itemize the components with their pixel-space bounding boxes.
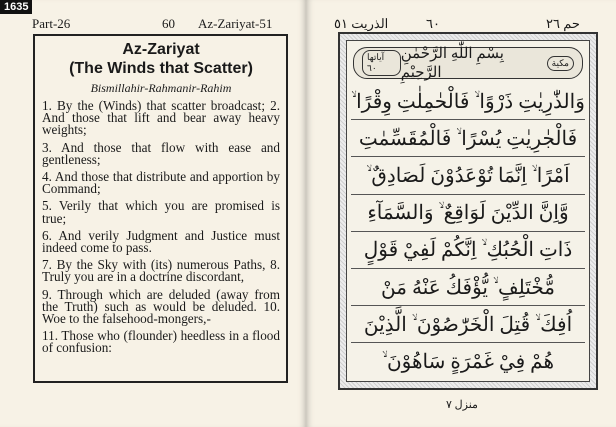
arabic-text-frame bbox=[338, 32, 598, 390]
verse-paragraph: 7. By the Sky with (its) numerous Paths, 8. Truly you are in a doctrine discordant, bbox=[42, 257, 280, 285]
verse-list bbox=[42, 100, 280, 355]
verse-paragraph: 6. And verily Judgment and Justice must indeed come to pass. bbox=[42, 227, 280, 256]
translation-frame bbox=[33, 34, 288, 383]
part-label: Part-26 bbox=[32, 16, 71, 31]
verse-paragraph: 11. Those who (flounder) heedless in a flood of confusion: bbox=[42, 328, 280, 356]
verse-paragraph: 1. By the (Winds) that scatter broadcast; 2. And those that lift and bear away heavy weights; bbox=[42, 98, 280, 138]
right-page bbox=[306, 0, 616, 427]
surah-subtitle: (The Winds that Scatter) bbox=[69, 60, 253, 77]
bismillah-arabic: بِسْمِ اللّٰهِ الرَّحْمٰنِ الرَّحِيْمِ bbox=[400, 46, 504, 81]
page-counter-badge: 1635 bbox=[0, 0, 32, 14]
arabic-line: مُّخْتَلِفٍ ۙ يُّؤْفَكُ عَنْهُ مَنْ bbox=[351, 269, 585, 306]
bismillah-transliteration: Bismillahir-Rahmanir-Rahim bbox=[90, 81, 232, 95]
arabic-line: هُمْ فِيْ غَمْرَةٍ سَاهُوْنَ ۙ bbox=[381, 350, 555, 373]
verse-paragraph: 5. Verily that which you are promised is true; bbox=[42, 198, 280, 226]
arabic-line: وَالذّٰرِيٰتِ ذَرْوًا ۙ فَالْحٰمِلٰتِ وِقْرًا ۙ bbox=[351, 83, 585, 120]
surah-title: Az-Zariyat bbox=[122, 41, 200, 58]
arabic-line: ذَاتِ الْحُبُكِ ۙ اِنَّكُمْ لَفِيْ قَوْلٍ bbox=[351, 232, 585, 269]
arabic-page-number: ٦٠ bbox=[426, 16, 440, 31]
arabic-line: فَالْجٰرِيٰتِ يُسْرًا ۙ فَالْمُقَسِّمٰتِ bbox=[351, 120, 585, 157]
arabic-line: اُفِكَ ۙ قُتِلَ الْخَرّٰصُوْنَ ۙ الَّذِيْنَ bbox=[351, 306, 585, 343]
page-number: 60 bbox=[162, 16, 175, 31]
verse-paragraph: 9. Through which are deluded (away from the Truth) such as would be deluded. 10. Woe to the falsehood-mongers,- bbox=[42, 286, 280, 327]
arabic-line: اَمْرًا ۙ اِنَّمَا تُوْعَدُوْنَ لَصَادِقٌ ۙ bbox=[351, 157, 585, 194]
manzil-footer: منزل ٧ bbox=[446, 399, 478, 411]
verse-paragraph: 3. And those that flow with ease and gentleness; bbox=[42, 139, 280, 167]
surah-banner bbox=[353, 47, 583, 79]
arabic-lines bbox=[351, 83, 585, 377]
arabic-line: وَّاِنَّ الدِّيْنَ لَوَاقِعٌ ۙ وَالسَّمَآءِ bbox=[351, 195, 585, 232]
verse-paragraph: 4. And those that distribute and apportion by Command; bbox=[42, 169, 280, 197]
arabic-part-header: حم ٢٦ bbox=[546, 16, 580, 31]
arabic-surah-header: الذريت ٥١ bbox=[334, 16, 389, 31]
left-page bbox=[0, 0, 306, 427]
arabic-text-panel bbox=[346, 40, 590, 382]
surah-reference: Az-Zariyat-51 bbox=[198, 16, 273, 31]
revelation-tag: مكية bbox=[547, 56, 574, 71]
verse-count-tag: آياتها ٦٠ bbox=[362, 50, 401, 76]
